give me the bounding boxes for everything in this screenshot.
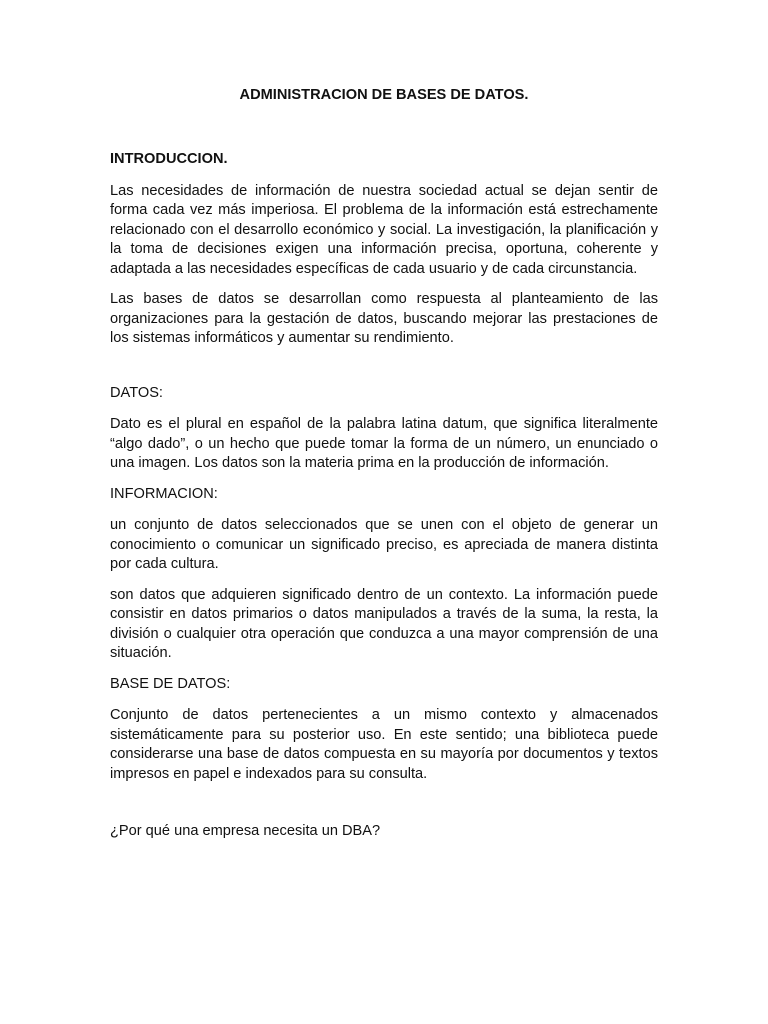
question-dba: ¿Por qué una empresa necesita un DBA? — [110, 823, 381, 839]
section-heading-base-de-datos: BASE DE DATOS: — [110, 675, 231, 692]
paragraph-datos: Dato es el plural en español de la palabra latina datum, que significa literalmente “algo dado”, o un hecho que puede tomar la forma de un número, un enunciado o una imagen. Los datos son la materia prima en la producción de información. — [110, 416, 658, 471]
paragraph-base-de-datos: Conjunto de datos pertenecientes a un mismo contexto y almacenados sistemáticamente para su posterior uso. En este sentido; una biblioteca puede considerarse una base de datos compuesta en su mayoría por documentos y textos impresos en papel e indexados para su consulta. — [110, 707, 658, 782]
section-heading-introduccion: INTRODUCCION. — [110, 151, 228, 167]
section-heading-datos: DATOS: — [110, 384, 163, 401]
paragraph-introduccion-2: Las bases de datos se desarrollan como respuesta al planteamiento de las organizaciones para la gestación de datos, buscando mejorar las prestaciones de los sistemas informáticos y aumentar su rendimiento. — [110, 291, 658, 346]
document-body — [110, 86, 658, 842]
paragraph-introduccion-1: Las necesidades de información de nuestra sociedad actual se dejan sentir de forma cada vez más imperiosa. El problema de la información está estrechamente relacionado con el desarrollo económico y social. La investigación, la planificación y la toma de decisiones exigen una información precisa, oportuna, coherente y adaptada a las necesidades específicas de cada usuario y de cada circunstancia. — [110, 182, 658, 277]
paragraph-informacion-1: un conjunto de datos seleccionados que se unen con el objeto de generar un conocimiento o comunicar un significado preciso, es apreciada de manera distinta por cada cultura. — [110, 517, 658, 572]
section-heading-informacion: INFORMACION: — [110, 485, 218, 502]
document-title: ADMINISTRACION DE BASES DE DATOS. — [239, 87, 529, 103]
paragraph-informacion-2: son datos que adquieren significado dentro de un contexto. La información puede consistir en datos primarios o datos manipulados a través de la suma, la resta, la división o cualquier otra operación que conduzca a una mayor comprensión de una situación. — [110, 586, 658, 661]
